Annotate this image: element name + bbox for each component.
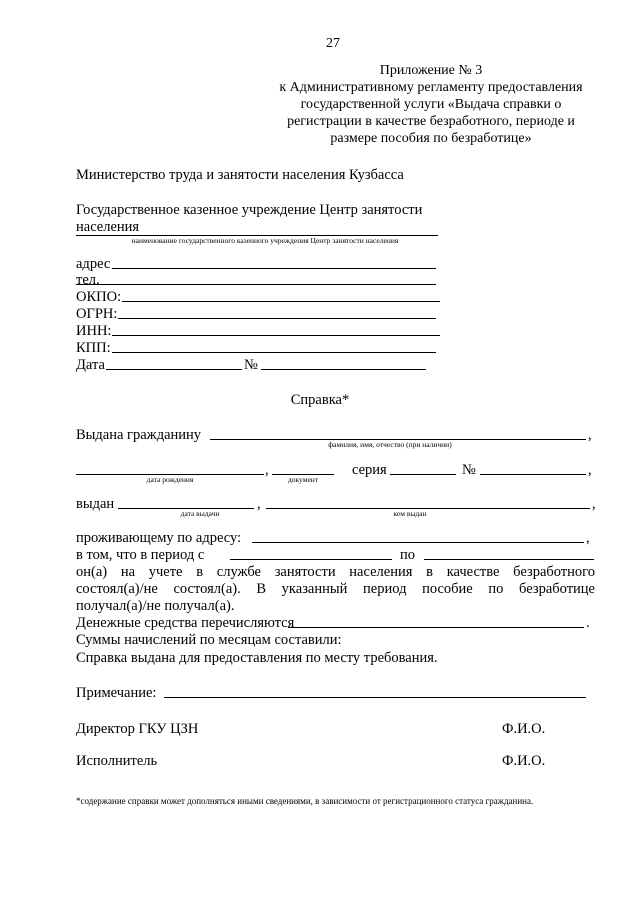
- institution-line-2: населения: [76, 219, 140, 235]
- document-caption: документ: [287, 475, 319, 484]
- comma: ,: [592, 496, 596, 512]
- institution-caption: наименование государственного казенного учреждения Центр занятости населения: [131, 236, 399, 245]
- issued-to-label: Выдана гражданину: [76, 427, 202, 443]
- ministry-name: Министерство труда и занятости населения Кузбасса: [76, 167, 404, 183]
- appendix-line-3: регистрации в качестве безработного, периоде и: [287, 114, 575, 129]
- purpose-text: Справка выдана для предоставления по месту требования.: [76, 650, 438, 666]
- kpp-line[interactable]: [112, 352, 436, 353]
- comma: ,: [588, 427, 592, 443]
- executor-fio: Ф.И.О.: [502, 753, 546, 769]
- date-line[interactable]: [106, 369, 242, 370]
- residence-line[interactable]: [252, 542, 584, 543]
- note-line[interactable]: [164, 697, 586, 698]
- period-from-label: в том, что в период с: [76, 547, 205, 563]
- birth-date-caption: дата рождения: [146, 475, 194, 484]
- doc-number-line[interactable]: [480, 474, 586, 475]
- address-label: адрес: [76, 256, 111, 272]
- ogrn-line[interactable]: [118, 318, 436, 319]
- institution-line-1: Государственное казенное учреждение Центр занятости: [76, 202, 423, 218]
- inn-label: ИНН:: [76, 323, 112, 339]
- certificate-title: Справка*: [290, 392, 350, 408]
- period-to-label: по: [400, 547, 416, 563]
- period: .: [586, 615, 590, 631]
- inn-line[interactable]: [112, 335, 440, 336]
- residing-label: проживающему по адресу:: [76, 530, 242, 546]
- issue-date-caption: дата выдачи: [180, 509, 220, 518]
- phone-line[interactable]: [76, 284, 436, 285]
- issued-label: выдан: [76, 496, 115, 512]
- appendix-line-4: размере пособия по безработице»: [330, 131, 532, 146]
- comma: ,: [257, 496, 261, 512]
- funds-label: Денежные средства перечисляются: [76, 615, 295, 631]
- body-line-2: состоял(а)/не состоял(а). В указанный период пособие по безработице: [76, 581, 595, 597]
- period-to-line[interactable]: [424, 559, 594, 560]
- executor-label: Исполнитель: [76, 753, 158, 769]
- ogrn-label: ОГРН:: [76, 306, 118, 322]
- appendix-line-1: к Административному регламенту предоставления: [279, 80, 583, 95]
- date-label: Дата: [76, 357, 105, 373]
- funds-line[interactable]: [288, 627, 584, 628]
- series-label: серия: [352, 462, 387, 478]
- issued-by-caption: кем выдан: [393, 509, 427, 518]
- okpo-label: ОКПО:: [76, 289, 122, 305]
- comma: ,: [588, 462, 592, 478]
- address-line[interactable]: [112, 268, 436, 269]
- footnote: *содержание справки может дополняться иными сведениями, в зависимости от регистрационного статуса гражданина.: [76, 796, 534, 806]
- comma: ,: [586, 530, 590, 546]
- monthly-sums: Суммы начислений по месяцам составили:: [76, 632, 342, 648]
- citizen-name-caption: фамилия, имя, отчество (при наличии): [328, 440, 452, 449]
- body-line-3: получал(а)/не получал(а).: [76, 598, 235, 614]
- number-sign: №: [244, 357, 258, 373]
- appendix-title: Приложение № 3: [379, 63, 483, 78]
- period-from-line[interactable]: [230, 559, 392, 560]
- appendix-line-2: государственной услуги «Выдача справки о: [300, 97, 562, 112]
- page-number: 27: [326, 36, 340, 51]
- doc-number-sign: №: [462, 462, 476, 478]
- phone-label: тел.: [76, 272, 100, 288]
- director-fio: Ф.И.О.: [502, 721, 546, 737]
- okpo-line[interactable]: [122, 301, 440, 302]
- series-line[interactable]: [390, 474, 456, 475]
- note-label: Примечание:: [76, 685, 157, 701]
- kpp-label: КПП:: [76, 340, 111, 356]
- number-line[interactable]: [261, 369, 426, 370]
- director-label: Директор ГКУ ЦЗН: [76, 721, 199, 737]
- comma: ,: [265, 462, 269, 478]
- body-line-1: он(а) на учете в службе занятости населения в качестве безработного: [76, 564, 595, 580]
